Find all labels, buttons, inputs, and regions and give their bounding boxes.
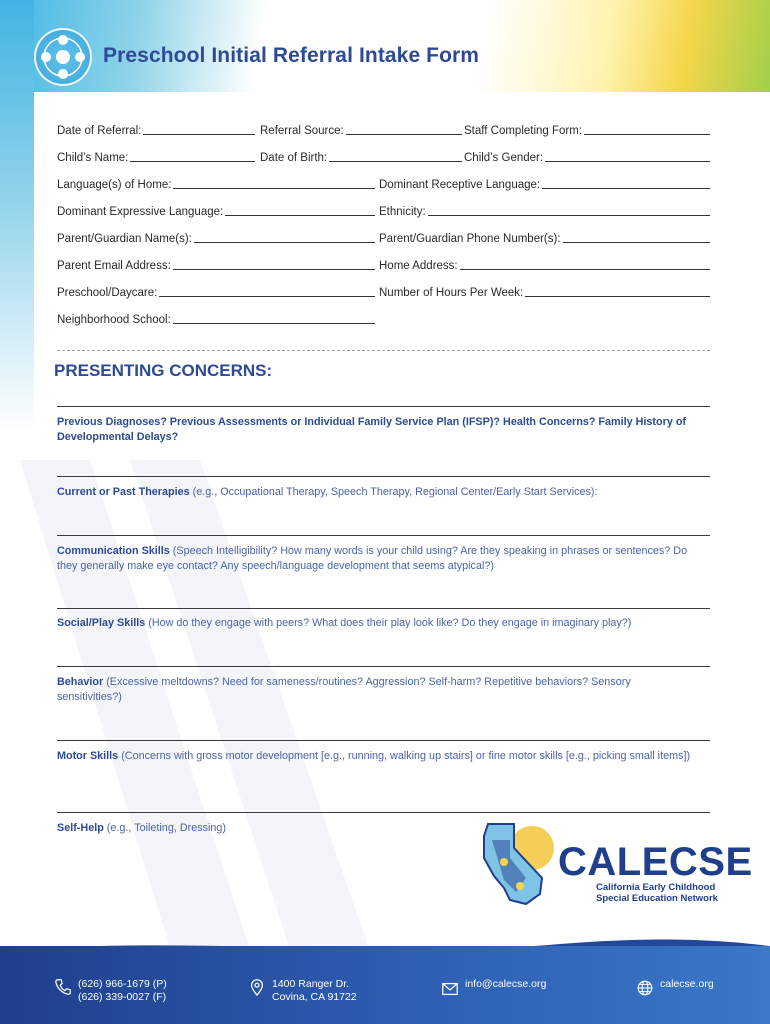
referral-source-line[interactable] bbox=[346, 124, 462, 135]
parent-email-line[interactable] bbox=[173, 259, 375, 270]
location-pin-icon bbox=[248, 978, 266, 996]
parent-phone-label: Parent/Guardian Phone Number(s): bbox=[379, 233, 561, 245]
ethnicity-line[interactable] bbox=[428, 205, 710, 216]
date-of-referral-field[interactable] bbox=[57, 124, 255, 137]
date-of-referral-line[interactable] bbox=[143, 124, 255, 135]
footer-email-link[interactable]: info@calecse.org bbox=[465, 978, 547, 990]
child-gender-field[interactable] bbox=[464, 151, 710, 164]
question-self-help-text: (e.g., Toileting, Dressing) bbox=[103, 822, 227, 834]
brand-subtitle-line1: California Early Childhood bbox=[596, 882, 716, 893]
child-name-line[interactable] bbox=[130, 151, 255, 162]
page-title: Preschool Initial Referral Intake Form bbox=[103, 44, 480, 67]
form-row-6 bbox=[57, 259, 710, 275]
child-name-label: Child’s Name: bbox=[57, 152, 129, 164]
staff-completing-field[interactable] bbox=[464, 124, 710, 137]
dominant-receptive-field[interactable] bbox=[379, 178, 710, 191]
child-gender-label: Child’s Gender: bbox=[464, 152, 544, 164]
footer-address-line-2: Covina, CA 91722 bbox=[272, 991, 357, 1003]
home-address-field[interactable] bbox=[379, 259, 710, 272]
footer-phone-2[interactable]: (626) 339-0027 (F) bbox=[78, 991, 167, 1003]
answer-line-7[interactable] bbox=[57, 812, 710, 813]
date-of-birth-field[interactable] bbox=[260, 151, 462, 164]
hours-per-week-line[interactable] bbox=[525, 286, 710, 297]
dominant-expressive-line[interactable] bbox=[225, 205, 375, 216]
question-communication bbox=[57, 544, 697, 574]
question-therapies-text: (e.g., Occupational Therapy, Speech Therapy, Regional Center/Early Start Services): bbox=[189, 486, 598, 498]
question-motor-skills-bold: Motor Skills bbox=[57, 750, 119, 762]
brand-wordmark: CALECSE bbox=[558, 840, 753, 884]
home-address-label: Home Address: bbox=[379, 260, 458, 272]
preschool-line[interactable] bbox=[159, 286, 375, 297]
calecse-logo bbox=[470, 818, 753, 913]
form-row-5 bbox=[57, 232, 710, 248]
hours-per-week-label: Number of Hours Per Week: bbox=[379, 287, 524, 299]
child-gender-line[interactable] bbox=[545, 151, 710, 162]
staff-completing-label: Staff Completing Form: bbox=[464, 125, 583, 137]
date-of-birth-label: Date of Birth: bbox=[260, 152, 328, 164]
ethnicity-field[interactable] bbox=[379, 205, 710, 218]
question-diagnoses-bold: Previous Diagnoses? Previous Assessments or Individual Family Service Plan (IFSP)? Health Concerns? Family History of Developmental Delays? bbox=[57, 416, 687, 443]
dominant-expressive-label: Dominant Expressive Language: bbox=[57, 206, 224, 218]
parent-names-field[interactable] bbox=[57, 232, 375, 245]
form-row-1 bbox=[57, 124, 710, 140]
parent-email-field[interactable] bbox=[57, 259, 375, 272]
hours-per-week-field[interactable] bbox=[379, 286, 710, 299]
form-row-7 bbox=[57, 286, 710, 302]
date-of-birth-line[interactable] bbox=[329, 151, 462, 162]
question-therapies-bold: Current or Past Therapies bbox=[57, 486, 190, 498]
organization-logo-icon bbox=[34, 28, 92, 86]
question-communication-text: (Speech Intelligibility? How many words is your child using? Are they speaking in phrases or sentences? Do they generally make eye contact? Any speech/language development that seems atypical?) bbox=[57, 545, 688, 572]
question-motor-skills bbox=[57, 749, 697, 764]
dominant-receptive-label: Dominant Receptive Language: bbox=[379, 179, 541, 191]
form-row-3 bbox=[57, 178, 710, 194]
date-of-referral-label: Date of Referral: bbox=[57, 125, 142, 137]
question-self-help-bold: Self-Help bbox=[57, 822, 104, 834]
question-social-play bbox=[57, 616, 697, 631]
footer-email bbox=[465, 978, 546, 991]
answer-line-2[interactable] bbox=[57, 476, 710, 477]
question-diagnoses bbox=[57, 415, 697, 445]
question-behavior bbox=[57, 675, 697, 705]
parent-names-line[interactable] bbox=[194, 232, 375, 243]
section-divider bbox=[57, 350, 710, 351]
neighborhood-school-field[interactable] bbox=[57, 313, 375, 326]
referral-source-label: Referral Source: bbox=[260, 125, 344, 137]
parent-phone-line[interactable] bbox=[563, 232, 710, 243]
neighborhood-school-label: Neighborhood School: bbox=[57, 314, 171, 326]
footer-website-link[interactable]: calecse.org bbox=[660, 978, 714, 990]
parent-email-label: Parent Email Address: bbox=[57, 260, 171, 272]
people-circle-icon bbox=[36, 30, 90, 84]
footer-address bbox=[272, 978, 357, 1004]
question-communication-bold: Communication Skills bbox=[57, 545, 170, 557]
question-behavior-text: (Excessive meltdowns? Need for sameness/routines? Aggression? Self-harm? Repetitive behaviors? Sensory sensitivities?) bbox=[57, 676, 631, 703]
answer-line-1[interactable] bbox=[57, 406, 710, 407]
answer-line-4[interactable] bbox=[57, 608, 710, 609]
parent-phone-field[interactable] bbox=[379, 232, 710, 245]
preschool-label: Preschool/Daycare: bbox=[57, 287, 158, 299]
question-behavior-bold: Behavior bbox=[57, 676, 104, 688]
question-social-play-text: (How do they engage with peers? What does their play look like? Do they engage in imaginary play?) bbox=[145, 617, 632, 629]
california-map-icon bbox=[470, 818, 560, 910]
footer-address-line-1: 1400 Ranger Dr. bbox=[272, 978, 350, 990]
form-row-2 bbox=[57, 151, 710, 167]
phone-icon bbox=[54, 978, 72, 996]
neighborhood-school-line[interactable] bbox=[173, 313, 375, 324]
ethnicity-label: Ethnicity: bbox=[379, 206, 426, 218]
answer-line-3[interactable] bbox=[57, 535, 710, 536]
footer-phone bbox=[78, 978, 167, 1004]
languages-home-label: Language(s) of Home: bbox=[57, 179, 172, 191]
form-row-8 bbox=[57, 313, 710, 329]
dominant-receptive-line[interactable] bbox=[542, 178, 710, 189]
answer-line-6[interactable] bbox=[57, 740, 710, 741]
form-row-4 bbox=[57, 205, 710, 221]
brand-subtitle-line2: Special Education Network bbox=[596, 893, 718, 904]
home-address-line[interactable] bbox=[460, 259, 710, 270]
child-name-field[interactable] bbox=[57, 151, 255, 164]
left-gradient-band bbox=[0, 0, 34, 430]
footer-phone-1[interactable]: (626) 966-1679 (P) bbox=[78, 978, 167, 990]
footer-website bbox=[660, 978, 714, 991]
staff-completing-line[interactable] bbox=[584, 124, 710, 135]
preschool-field[interactable] bbox=[57, 286, 375, 299]
answer-line-5[interactable] bbox=[57, 666, 710, 667]
parent-names-label: Parent/Guardian Name(s): bbox=[57, 233, 192, 245]
globe-icon bbox=[636, 979, 654, 997]
referral-source-field[interactable] bbox=[260, 124, 462, 137]
dominant-expressive-field[interactable] bbox=[57, 205, 375, 218]
question-therapies bbox=[57, 485, 697, 500]
question-motor-skills-text: (Concerns with gross motor development [e.g., running, walking up stairs] or fine motor skills [e.g., picking small items]) bbox=[118, 750, 691, 762]
presenting-concerns-title: PRESENTING CONCERNS: bbox=[54, 361, 273, 380]
languages-home-line[interactable] bbox=[173, 178, 375, 189]
languages-home-field[interactable] bbox=[57, 178, 375, 191]
envelope-icon bbox=[441, 980, 459, 998]
question-social-play-bold: Social/Play Skills bbox=[57, 617, 146, 629]
